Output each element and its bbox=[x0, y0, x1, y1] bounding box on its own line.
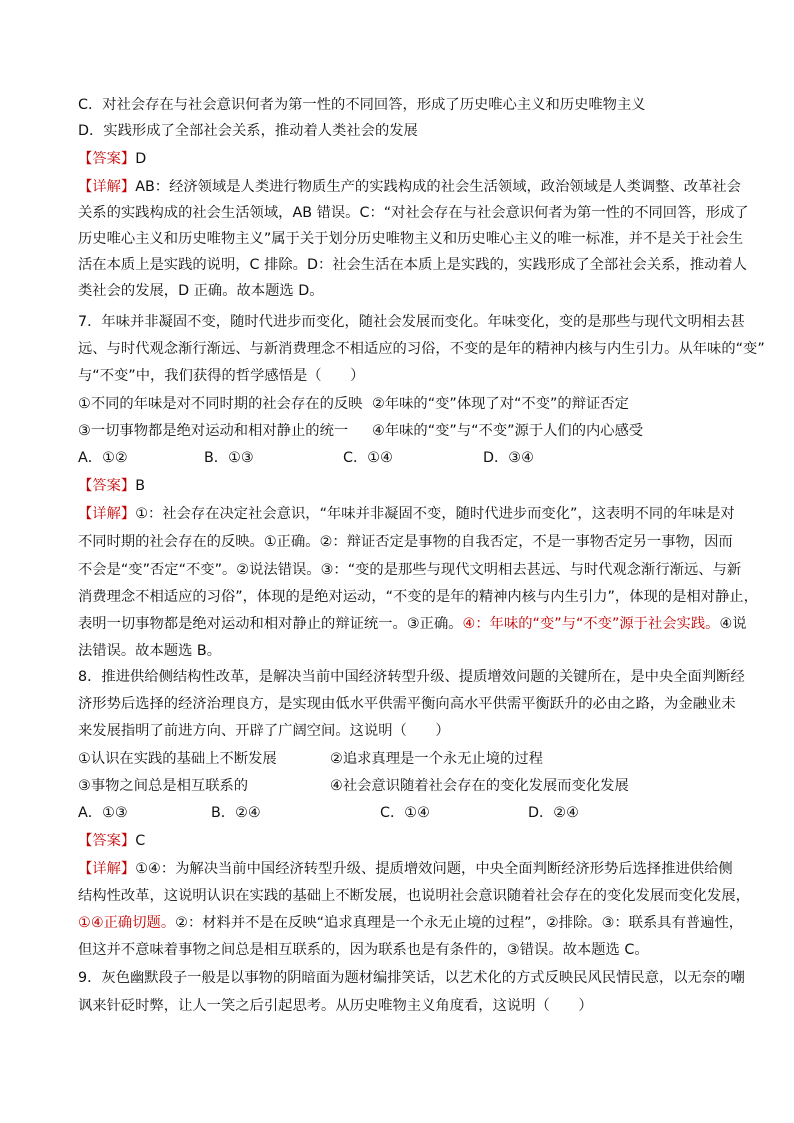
q7-answer bbox=[78, 474, 718, 498]
answer-tag: 【答案】 bbox=[78, 833, 136, 849]
explanation-tag: 【详解】 bbox=[78, 179, 136, 195]
q6-answer bbox=[78, 147, 718, 171]
q8-stem-line-3: 来发展指明了前进方向、开辟了广阔空间。这说明（ ） bbox=[78, 723, 450, 739]
q6-option-c: C．对社会存在与社会意识何者为第一性的不同回答，形成了历史唯心主义和历史唯物主义 bbox=[78, 97, 646, 113]
answer-tag: 【答案】 bbox=[78, 478, 136, 494]
q8-choice-d: D．②④ bbox=[528, 805, 579, 821]
q6-explanation-line-3: 历史唯心主义和历史唯物主义”属于关于划分历史唯物主义和历史唯心主义的唯一标准，并不是关于社会生 bbox=[78, 231, 744, 247]
q8-statement-2: ②追求真理是一个永无止境的过程 bbox=[330, 751, 543, 767]
explanation-text: ②：材料并不是在反映“追求真理是一个永无止境的过程”，②排除。③：联系具有普遍性， bbox=[175, 915, 744, 931]
explanation-text: ①：社会存在决定社会意识，“年味并非凝固不变，随时代进步而变化”，这表明不同的年味是对 bbox=[135, 506, 735, 522]
explanation-text: ①④：为解决当前中国经济转型升级、提质增效问题，中央全面判断经济形势后选择推进供给侧 bbox=[135, 861, 733, 877]
q7-explanation-line-3: 不会是“变”否定“不变”。②说法错误。③：“变的是那些与现代文明相去甚远、与时代观念渐行渐远、与新 bbox=[78, 562, 742, 578]
q8-explanation-line-4: 但这并不意味着事物之间总是相互联系的，因为联系也是有条件的，③错误。故本题选 C。 bbox=[78, 942, 649, 958]
explanation-text: ④说 bbox=[719, 616, 747, 632]
q7-explanation-line-2: 不同时期的社会存在的反映。①正确。②：辩证否定是事物的自我否定，不是一事物否定另一事物，因而 bbox=[78, 534, 733, 550]
q7-explanation-line-5 bbox=[78, 612, 747, 636]
q8-choice-a: A．①③ bbox=[78, 805, 128, 821]
q7-statement-1: ①不同的年味是对不同时期的社会存在的反映 bbox=[78, 396, 363, 412]
answer-value: D bbox=[135, 151, 147, 167]
q7-stem-line-2: 远、与时代观念渐行渐远、与新消费理念不相适应的习俗，不变的是年的精神内核与内生引力。从年味的“变” bbox=[78, 341, 765, 357]
q6-option-d: D．实践形成了全部社会关系，推动着人类社会的发展 bbox=[78, 123, 418, 139]
q7-choice-c: C．①④ bbox=[343, 450, 393, 466]
explanation-tag: 【详解】 bbox=[78, 506, 136, 522]
q6-explanation-line-5: 类社会的发展，D 正确。故本题选 D。 bbox=[78, 283, 324, 299]
q8-explanation-line-2: 结构性改革，这说明认识在实践的基础上不断发展，也说明社会意识随着社会存在的变化发展而变化发展， bbox=[78, 888, 750, 904]
q8-statement-4: ④社会意识随着社会存在的变化发展而变化发展 bbox=[330, 778, 629, 794]
q8-choice-c: C．①④ bbox=[380, 805, 430, 821]
q8-choice-b: B．②④ bbox=[211, 805, 261, 821]
explanation-highlight: ④：年味的“变”与“不变”源于社会实践。 bbox=[462, 616, 720, 632]
q6-explanation-line-4: 活在本质上是实践的说明，C 排除。D：社会生活在本质上是实践的，实践形成了全部社会关系，推动着人 bbox=[78, 257, 747, 273]
q7-choice-a: A．①② bbox=[78, 450, 128, 466]
q7-statement-4: ④年味的“变”与“不变”源于人们的内心感受 bbox=[372, 423, 644, 439]
explanation-text: AB：经济领域是人类进行物质生产的实践构成的社会生活领域，政治领域是人类调整、改革社会 bbox=[135, 179, 741, 195]
q6-explanation-line-1 bbox=[78, 175, 741, 199]
q7-stem-line-3: 与“不变”中，我们获得的哲学感悟是（ ） bbox=[78, 368, 365, 384]
explanation-tag: 【详解】 bbox=[78, 861, 136, 877]
q6-explanation-line-2: 关系的实践构成的社会生活领域，AB 错误。C：“对社会存在与社会意识何者为第一性的不同回答，形成了 bbox=[78, 205, 749, 221]
answer-value: B bbox=[135, 478, 145, 494]
q8-stem-line-2: 济形势后选择的经济治理良方，是实现由低水平供需平衡向高水平供需平衡跃升的必由之路，为金融业未 bbox=[78, 696, 736, 712]
q7-choice-d: D．③④ bbox=[483, 450, 534, 466]
q7-stem-line-1: 7．年味并非凝固不变，随时代进步而变化，随社会发展而变化。年味变化，变的是那些与现代文明相去甚 bbox=[78, 314, 745, 330]
q9-stem-line-1: 9．灰色幽默段子一般是以事物的阴暗面为题材编排笑话，以艺术化的方式反映民风民情民意，以无奈的嘲 bbox=[78, 970, 745, 986]
answer-value: C bbox=[135, 833, 146, 849]
q8-stem-line-1: 8．推进供给侧结构性改革，是解决当前中国经济转型升级、提质增效问题的关键所在，是中央全面判断经 bbox=[78, 669, 745, 685]
q8-answer bbox=[78, 829, 718, 853]
explanation-text: 表明一切事物都是绝对运动和相对静止的辩证统一。③正确。 bbox=[78, 616, 463, 632]
q8-explanation-line-3 bbox=[78, 911, 744, 935]
q8-statement-1: ①认识在实践的基础上不断发展 bbox=[78, 751, 277, 767]
q7-statement-2: ②年味的“变”体现了对“不变”的辩证否定 bbox=[372, 396, 629, 412]
q9-stem-line-2: 讽来针砭时弊，让人一笑之后引起思考。从历史唯物主义角度看，这说明（ ） bbox=[78, 998, 593, 1014]
explanation-highlight: ①④正确切题。 bbox=[78, 915, 176, 931]
q7-choice-b: B．①③ bbox=[204, 450, 254, 466]
q7-statement-3: ③一切事物都是绝对运动和相对静止的统一 bbox=[78, 423, 349, 439]
q7-explanation-line-4: 消费理念不相适应的习俗”，体现的是绝对运动，“不变的是年的精神内核与内生引力”，体现的是相对静止， bbox=[78, 589, 758, 605]
answer-tag: 【答案】 bbox=[78, 151, 136, 167]
q7-explanation-line-1 bbox=[78, 502, 735, 526]
q8-statement-3: ③事物之间总是相互联系的 bbox=[78, 778, 249, 794]
q7-explanation-line-6: 法错误。故本题选 B。 bbox=[78, 643, 222, 659]
q8-explanation-line-1 bbox=[78, 857, 733, 881]
